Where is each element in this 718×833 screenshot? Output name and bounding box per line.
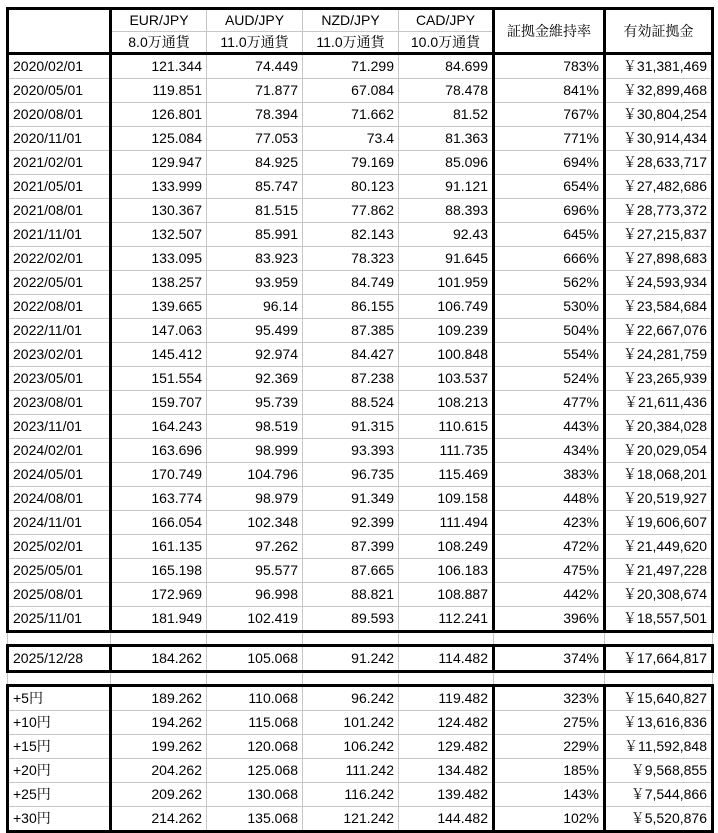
- nzdjpy-cell: 71.299: [303, 54, 399, 79]
- header-effective-margin: 有効証拠金: [605, 9, 713, 54]
- history-row: [8, 583, 713, 607]
- spacer-cell: [494, 672, 605, 686]
- margin-ratio-cell: 229%: [494, 735, 605, 759]
- row-label: 2023/02/01: [8, 343, 111, 367]
- margin-ratio-cell: 841%: [494, 79, 605, 103]
- audjpy-cell: 81.515: [207, 199, 303, 223]
- header-unit: 11.0万通貨: [303, 32, 399, 54]
- history-row: [8, 463, 713, 487]
- row-label: +10円: [8, 711, 111, 735]
- cadjpy-cell: 111.735: [399, 439, 494, 463]
- audjpy-cell: 110.068: [207, 686, 303, 711]
- margin-ratio-cell: 475%: [494, 559, 605, 583]
- row-label: +20円: [8, 759, 111, 783]
- audjpy-cell: 71.877: [207, 79, 303, 103]
- eurjpy-cell: 172.969: [111, 583, 207, 607]
- margin-ratio-cell: 666%: [494, 247, 605, 271]
- audjpy-cell: 92.369: [207, 367, 303, 391]
- margin-ratio-cell: 771%: [494, 127, 605, 151]
- effective-margin-cell: ￥22,667,076: [605, 319, 713, 343]
- margin-ratio-cell: 383%: [494, 463, 605, 487]
- header-unit: 11.0万通貨: [207, 32, 303, 54]
- history-row: [8, 103, 713, 127]
- history-row: [8, 175, 713, 199]
- effective-margin-cell: ￥5,520,876: [605, 807, 713, 832]
- header-pair: CAD/JPY: [399, 9, 494, 32]
- cadjpy-cell: 119.482: [399, 686, 494, 711]
- cadjpy-cell: 144.482: [399, 807, 494, 832]
- nzdjpy-cell: 71.662: [303, 103, 399, 127]
- margin-ratio-cell: 443%: [494, 415, 605, 439]
- row-label: 2025/12/28: [8, 646, 111, 672]
- effective-margin-cell: ￥7,544,866: [605, 783, 713, 807]
- scenario-row: [8, 783, 713, 807]
- history-row: [8, 223, 713, 247]
- cadjpy-cell: 91.121: [399, 175, 494, 199]
- effective-margin-cell: ￥20,029,054: [605, 439, 713, 463]
- row-label: 2021/05/01: [8, 175, 111, 199]
- header-unit: 10.0万通貨: [399, 32, 494, 54]
- spacer-cell: [494, 632, 605, 646]
- eurjpy-cell: 129.947: [111, 151, 207, 175]
- nzdjpy-cell: 87.399: [303, 535, 399, 559]
- margin-ratio-cell: 442%: [494, 583, 605, 607]
- eurjpy-cell: 133.999: [111, 175, 207, 199]
- history-row: [8, 487, 713, 511]
- effective-margin-cell: ￥20,519,927: [605, 487, 713, 511]
- eurjpy-cell: 209.262: [111, 783, 207, 807]
- eurjpy-cell: 138.257: [111, 271, 207, 295]
- nzdjpy-cell: 87.385: [303, 319, 399, 343]
- row-label: 2025/08/01: [8, 583, 111, 607]
- audjpy-cell: 120.068: [207, 735, 303, 759]
- spacer-cell: [399, 632, 494, 646]
- effective-margin-cell: ￥17,664,817: [605, 646, 713, 672]
- effective-margin-cell: ￥18,068,201: [605, 463, 713, 487]
- row-label: 2024/11/01: [8, 511, 111, 535]
- scenario-row: [8, 735, 713, 759]
- history-row: [8, 79, 713, 103]
- effective-margin-cell: ￥24,281,759: [605, 343, 713, 367]
- eurjpy-cell: 164.243: [111, 415, 207, 439]
- eurjpy-cell: 163.696: [111, 439, 207, 463]
- row-label: 2022/08/01: [8, 295, 111, 319]
- effective-margin-cell: ￥31,381,469: [605, 54, 713, 79]
- current-row: [8, 646, 713, 672]
- eurjpy-cell: 170.749: [111, 463, 207, 487]
- cadjpy-cell: 129.482: [399, 735, 494, 759]
- margin-ratio-cell: 275%: [494, 711, 605, 735]
- effective-margin-cell: ￥13,616,836: [605, 711, 713, 735]
- nzdjpy-cell: 106.242: [303, 735, 399, 759]
- eurjpy-cell: 147.063: [111, 319, 207, 343]
- effective-margin-cell: ￥27,482,686: [605, 175, 713, 199]
- margin-ratio-cell: 562%: [494, 271, 605, 295]
- eurjpy-cell: 204.262: [111, 759, 207, 783]
- eurjpy-cell: 119.851: [111, 79, 207, 103]
- effective-margin-cell: ￥28,773,372: [605, 199, 713, 223]
- margin-table: [6, 7, 714, 833]
- margin-ratio-cell: 530%: [494, 295, 605, 319]
- margin-ratio-cell: 323%: [494, 686, 605, 711]
- effective-margin-cell: ￥18,557,501: [605, 607, 713, 632]
- eurjpy-cell: 194.262: [111, 711, 207, 735]
- cadjpy-cell: 134.482: [399, 759, 494, 783]
- margin-ratio-cell: 696%: [494, 199, 605, 223]
- eurjpy-cell: 133.095: [111, 247, 207, 271]
- cadjpy-cell: 81.52: [399, 103, 494, 127]
- effective-margin-cell: ￥9,568,855: [605, 759, 713, 783]
- nzdjpy-cell: 91.315: [303, 415, 399, 439]
- history-row: [8, 295, 713, 319]
- eurjpy-cell: 130.367: [111, 199, 207, 223]
- nzdjpy-cell: 92.399: [303, 511, 399, 535]
- row-label: +30円: [8, 807, 111, 832]
- cadjpy-cell: 85.096: [399, 151, 494, 175]
- nzdjpy-cell: 88.821: [303, 583, 399, 607]
- margin-ratio-cell: 102%: [494, 807, 605, 832]
- cadjpy-cell: 100.848: [399, 343, 494, 367]
- history-row: [8, 391, 713, 415]
- row-label: 2024/02/01: [8, 439, 111, 463]
- nzdjpy-cell: 121.242: [303, 807, 399, 832]
- history-row: [8, 415, 713, 439]
- eurjpy-cell: 166.054: [111, 511, 207, 535]
- margin-ratio-cell: 524%: [494, 367, 605, 391]
- audjpy-cell: 95.577: [207, 559, 303, 583]
- row-label: +5円: [8, 686, 111, 711]
- spacer-cell: [8, 632, 111, 646]
- effective-margin-cell: ￥11,592,848: [605, 735, 713, 759]
- margin-ratio-cell: 434%: [494, 439, 605, 463]
- audjpy-cell: 93.959: [207, 271, 303, 295]
- row-label: 2025/11/01: [8, 607, 111, 632]
- eurjpy-cell: 189.262: [111, 686, 207, 711]
- eurjpy-cell: 181.949: [111, 607, 207, 632]
- audjpy-cell: 98.999: [207, 439, 303, 463]
- eurjpy-cell: 165.198: [111, 559, 207, 583]
- audjpy-cell: 96.14: [207, 295, 303, 319]
- history-row: [8, 271, 713, 295]
- header-unit: 8.0万通貨: [111, 32, 207, 54]
- spacer-row: [8, 672, 713, 686]
- history-row: [8, 511, 713, 535]
- history-row: [8, 343, 713, 367]
- cadjpy-cell: 109.158: [399, 487, 494, 511]
- row-label: 2022/02/01: [8, 247, 111, 271]
- cadjpy-cell: 108.213: [399, 391, 494, 415]
- audjpy-cell: 84.925: [207, 151, 303, 175]
- effective-margin-cell: ￥32,899,468: [605, 79, 713, 103]
- audjpy-cell: 97.262: [207, 535, 303, 559]
- history-row: [8, 607, 713, 632]
- header-pair: AUD/JPY: [207, 9, 303, 32]
- nzdjpy-cell: 91.242: [303, 646, 399, 672]
- row-label: +25円: [8, 783, 111, 807]
- cadjpy-cell: 139.482: [399, 783, 494, 807]
- spacer-cell: [111, 672, 207, 686]
- nzdjpy-cell: 93.393: [303, 439, 399, 463]
- audjpy-cell: 96.998: [207, 583, 303, 607]
- cadjpy-cell: 78.478: [399, 79, 494, 103]
- row-label: 2021/11/01: [8, 223, 111, 247]
- header-pair: EUR/JPY: [111, 9, 207, 32]
- history-row: [8, 535, 713, 559]
- spacer-cell: [303, 672, 399, 686]
- history-row: [8, 439, 713, 463]
- audjpy-cell: 77.053: [207, 127, 303, 151]
- audjpy-cell: 98.979: [207, 487, 303, 511]
- audjpy-cell: 102.348: [207, 511, 303, 535]
- row-label: 2020/05/01: [8, 79, 111, 103]
- row-label: 2023/11/01: [8, 415, 111, 439]
- eurjpy-cell: 214.262: [111, 807, 207, 832]
- audjpy-cell: 115.068: [207, 711, 303, 735]
- audjpy-cell: 85.991: [207, 223, 303, 247]
- margin-ratio-cell: 396%: [494, 607, 605, 632]
- eurjpy-cell: 139.665: [111, 295, 207, 319]
- cadjpy-cell: 114.482: [399, 646, 494, 672]
- nzdjpy-cell: 86.155: [303, 295, 399, 319]
- spacer-row: [8, 632, 713, 646]
- audjpy-cell: 78.394: [207, 103, 303, 127]
- audjpy-cell: 74.449: [207, 54, 303, 79]
- audjpy-cell: 98.519: [207, 415, 303, 439]
- eurjpy-cell: 132.507: [111, 223, 207, 247]
- spacer-cell: [8, 672, 111, 686]
- eurjpy-cell: 163.774: [111, 487, 207, 511]
- effective-margin-cell: ￥20,308,674: [605, 583, 713, 607]
- effective-margin-cell: ￥21,449,620: [605, 535, 713, 559]
- margin-ratio-cell: 767%: [494, 103, 605, 127]
- scenario-row: [8, 686, 713, 711]
- history-row: [8, 559, 713, 583]
- history-row: [8, 54, 713, 79]
- nzdjpy-cell: 67.084: [303, 79, 399, 103]
- cadjpy-cell: 108.249: [399, 535, 494, 559]
- effective-margin-cell: ￥15,640,827: [605, 686, 713, 711]
- row-label: 2025/05/01: [8, 559, 111, 583]
- cadjpy-cell: 92.43: [399, 223, 494, 247]
- effective-margin-cell: ￥30,914,434: [605, 127, 713, 151]
- margin-ratio-cell: 654%: [494, 175, 605, 199]
- effective-margin-cell: ￥21,611,436: [605, 391, 713, 415]
- margin-ratio-cell: 472%: [494, 535, 605, 559]
- row-label: 2021/02/01: [8, 151, 111, 175]
- cadjpy-cell: 124.482: [399, 711, 494, 735]
- cadjpy-cell: 108.887: [399, 583, 494, 607]
- row-label: +15円: [8, 735, 111, 759]
- cadjpy-cell: 106.749: [399, 295, 494, 319]
- nzdjpy-cell: 91.349: [303, 487, 399, 511]
- scenario-row: [8, 711, 713, 735]
- nzdjpy-cell: 111.242: [303, 759, 399, 783]
- nzdjpy-cell: 116.242: [303, 783, 399, 807]
- row-label: 2025/02/01: [8, 535, 111, 559]
- row-label: 2021/08/01: [8, 199, 111, 223]
- audjpy-cell: 135.068: [207, 807, 303, 832]
- row-label: 2022/05/01: [8, 271, 111, 295]
- margin-ratio-cell: 185%: [494, 759, 605, 783]
- nzdjpy-cell: 87.238: [303, 367, 399, 391]
- eurjpy-cell: 159.707: [111, 391, 207, 415]
- margin-ratio-cell: 694%: [494, 151, 605, 175]
- spacer-cell: [605, 672, 713, 686]
- margin-ratio-cell: 143%: [494, 783, 605, 807]
- header-row-pairs: [8, 9, 713, 32]
- header-margin-ratio: 証拠金維持率: [494, 9, 605, 54]
- eurjpy-cell: 151.554: [111, 367, 207, 391]
- effective-margin-cell: ￥23,584,684: [605, 295, 713, 319]
- effective-margin-cell: ￥23,265,939: [605, 367, 713, 391]
- nzdjpy-cell: 79.169: [303, 151, 399, 175]
- effective-margin-cell: ￥24,593,934: [605, 271, 713, 295]
- eurjpy-cell: 125.084: [111, 127, 207, 151]
- header-blank: [8, 9, 111, 54]
- nzdjpy-cell: 80.123: [303, 175, 399, 199]
- effective-margin-cell: ￥20,384,028: [605, 415, 713, 439]
- history-row: [8, 367, 713, 391]
- eurjpy-cell: 121.344: [111, 54, 207, 79]
- nzdjpy-cell: 82.143: [303, 223, 399, 247]
- nzdjpy-cell: 101.242: [303, 711, 399, 735]
- row-label: 2024/08/01: [8, 487, 111, 511]
- margin-ratio-cell: 448%: [494, 487, 605, 511]
- row-label: 2023/08/01: [8, 391, 111, 415]
- effective-margin-cell: ￥30,804,254: [605, 103, 713, 127]
- margin-ratio-cell: 477%: [494, 391, 605, 415]
- history-row: [8, 127, 713, 151]
- eurjpy-cell: 199.262: [111, 735, 207, 759]
- history-row: [8, 319, 713, 343]
- nzdjpy-cell: 96.735: [303, 463, 399, 487]
- margin-ratio-cell: 783%: [494, 54, 605, 79]
- header-pair: NZD/JPY: [303, 9, 399, 32]
- effective-margin-cell: ￥28,633,717: [605, 151, 713, 175]
- spacer-cell: [605, 632, 713, 646]
- row-label: 2020/11/01: [8, 127, 111, 151]
- audjpy-cell: 83.923: [207, 247, 303, 271]
- nzdjpy-cell: 88.524: [303, 391, 399, 415]
- margin-ratio-cell: 645%: [494, 223, 605, 247]
- effective-margin-cell: ￥27,898,683: [605, 247, 713, 271]
- scenario-row: [8, 807, 713, 832]
- row-label: 2024/05/01: [8, 463, 111, 487]
- history-row: [8, 199, 713, 223]
- audjpy-cell: 102.419: [207, 607, 303, 632]
- margin-ratio-cell: 374%: [494, 646, 605, 672]
- audjpy-cell: 104.796: [207, 463, 303, 487]
- margin-ratio-cell: 554%: [494, 343, 605, 367]
- effective-margin-cell: ￥27,215,837: [605, 223, 713, 247]
- margin-ratio-cell: 423%: [494, 511, 605, 535]
- audjpy-cell: 125.068: [207, 759, 303, 783]
- audjpy-cell: 85.747: [207, 175, 303, 199]
- history-row: [8, 151, 713, 175]
- cadjpy-cell: 84.699: [399, 54, 494, 79]
- cadjpy-cell: 111.494: [399, 511, 494, 535]
- audjpy-cell: 95.739: [207, 391, 303, 415]
- eurjpy-cell: 145.412: [111, 343, 207, 367]
- cadjpy-cell: 88.393: [399, 199, 494, 223]
- history-row: [8, 247, 713, 271]
- eurjpy-cell: 126.801: [111, 103, 207, 127]
- row-label: 2020/08/01: [8, 103, 111, 127]
- margin-ratio-cell: 504%: [494, 319, 605, 343]
- cadjpy-cell: 103.537: [399, 367, 494, 391]
- effective-margin-cell: ￥19,606,607: [605, 511, 713, 535]
- audjpy-cell: 130.068: [207, 783, 303, 807]
- nzdjpy-cell: 84.749: [303, 271, 399, 295]
- effective-margin-cell: ￥21,497,228: [605, 559, 713, 583]
- nzdjpy-cell: 89.593: [303, 607, 399, 632]
- eurjpy-cell: 161.135: [111, 535, 207, 559]
- cadjpy-cell: 101.959: [399, 271, 494, 295]
- cadjpy-cell: 112.241: [399, 607, 494, 632]
- nzdjpy-cell: 87.665: [303, 559, 399, 583]
- row-label: 2020/02/01: [8, 54, 111, 79]
- spacer-cell: [207, 632, 303, 646]
- cadjpy-cell: 106.183: [399, 559, 494, 583]
- row-label: 2023/05/01: [8, 367, 111, 391]
- cadjpy-cell: 110.615: [399, 415, 494, 439]
- nzdjpy-cell: 77.862: [303, 199, 399, 223]
- nzdjpy-cell: 78.323: [303, 247, 399, 271]
- spacer-cell: [111, 632, 207, 646]
- row-label: 2022/11/01: [8, 319, 111, 343]
- audjpy-cell: 95.499: [207, 319, 303, 343]
- cadjpy-cell: 91.645: [399, 247, 494, 271]
- audjpy-cell: 92.974: [207, 343, 303, 367]
- spacer-cell: [207, 672, 303, 686]
- eurjpy-cell: 184.262: [111, 646, 207, 672]
- cadjpy-cell: 81.363: [399, 127, 494, 151]
- nzdjpy-cell: 96.242: [303, 686, 399, 711]
- cadjpy-cell: 109.239: [399, 319, 494, 343]
- audjpy-cell: 105.068: [207, 646, 303, 672]
- scenario-row: [8, 759, 713, 783]
- nzdjpy-cell: 84.427: [303, 343, 399, 367]
- spacer-cell: [303, 632, 399, 646]
- cadjpy-cell: 115.469: [399, 463, 494, 487]
- nzdjpy-cell: 73.4: [303, 127, 399, 151]
- spacer-cell: [399, 672, 494, 686]
